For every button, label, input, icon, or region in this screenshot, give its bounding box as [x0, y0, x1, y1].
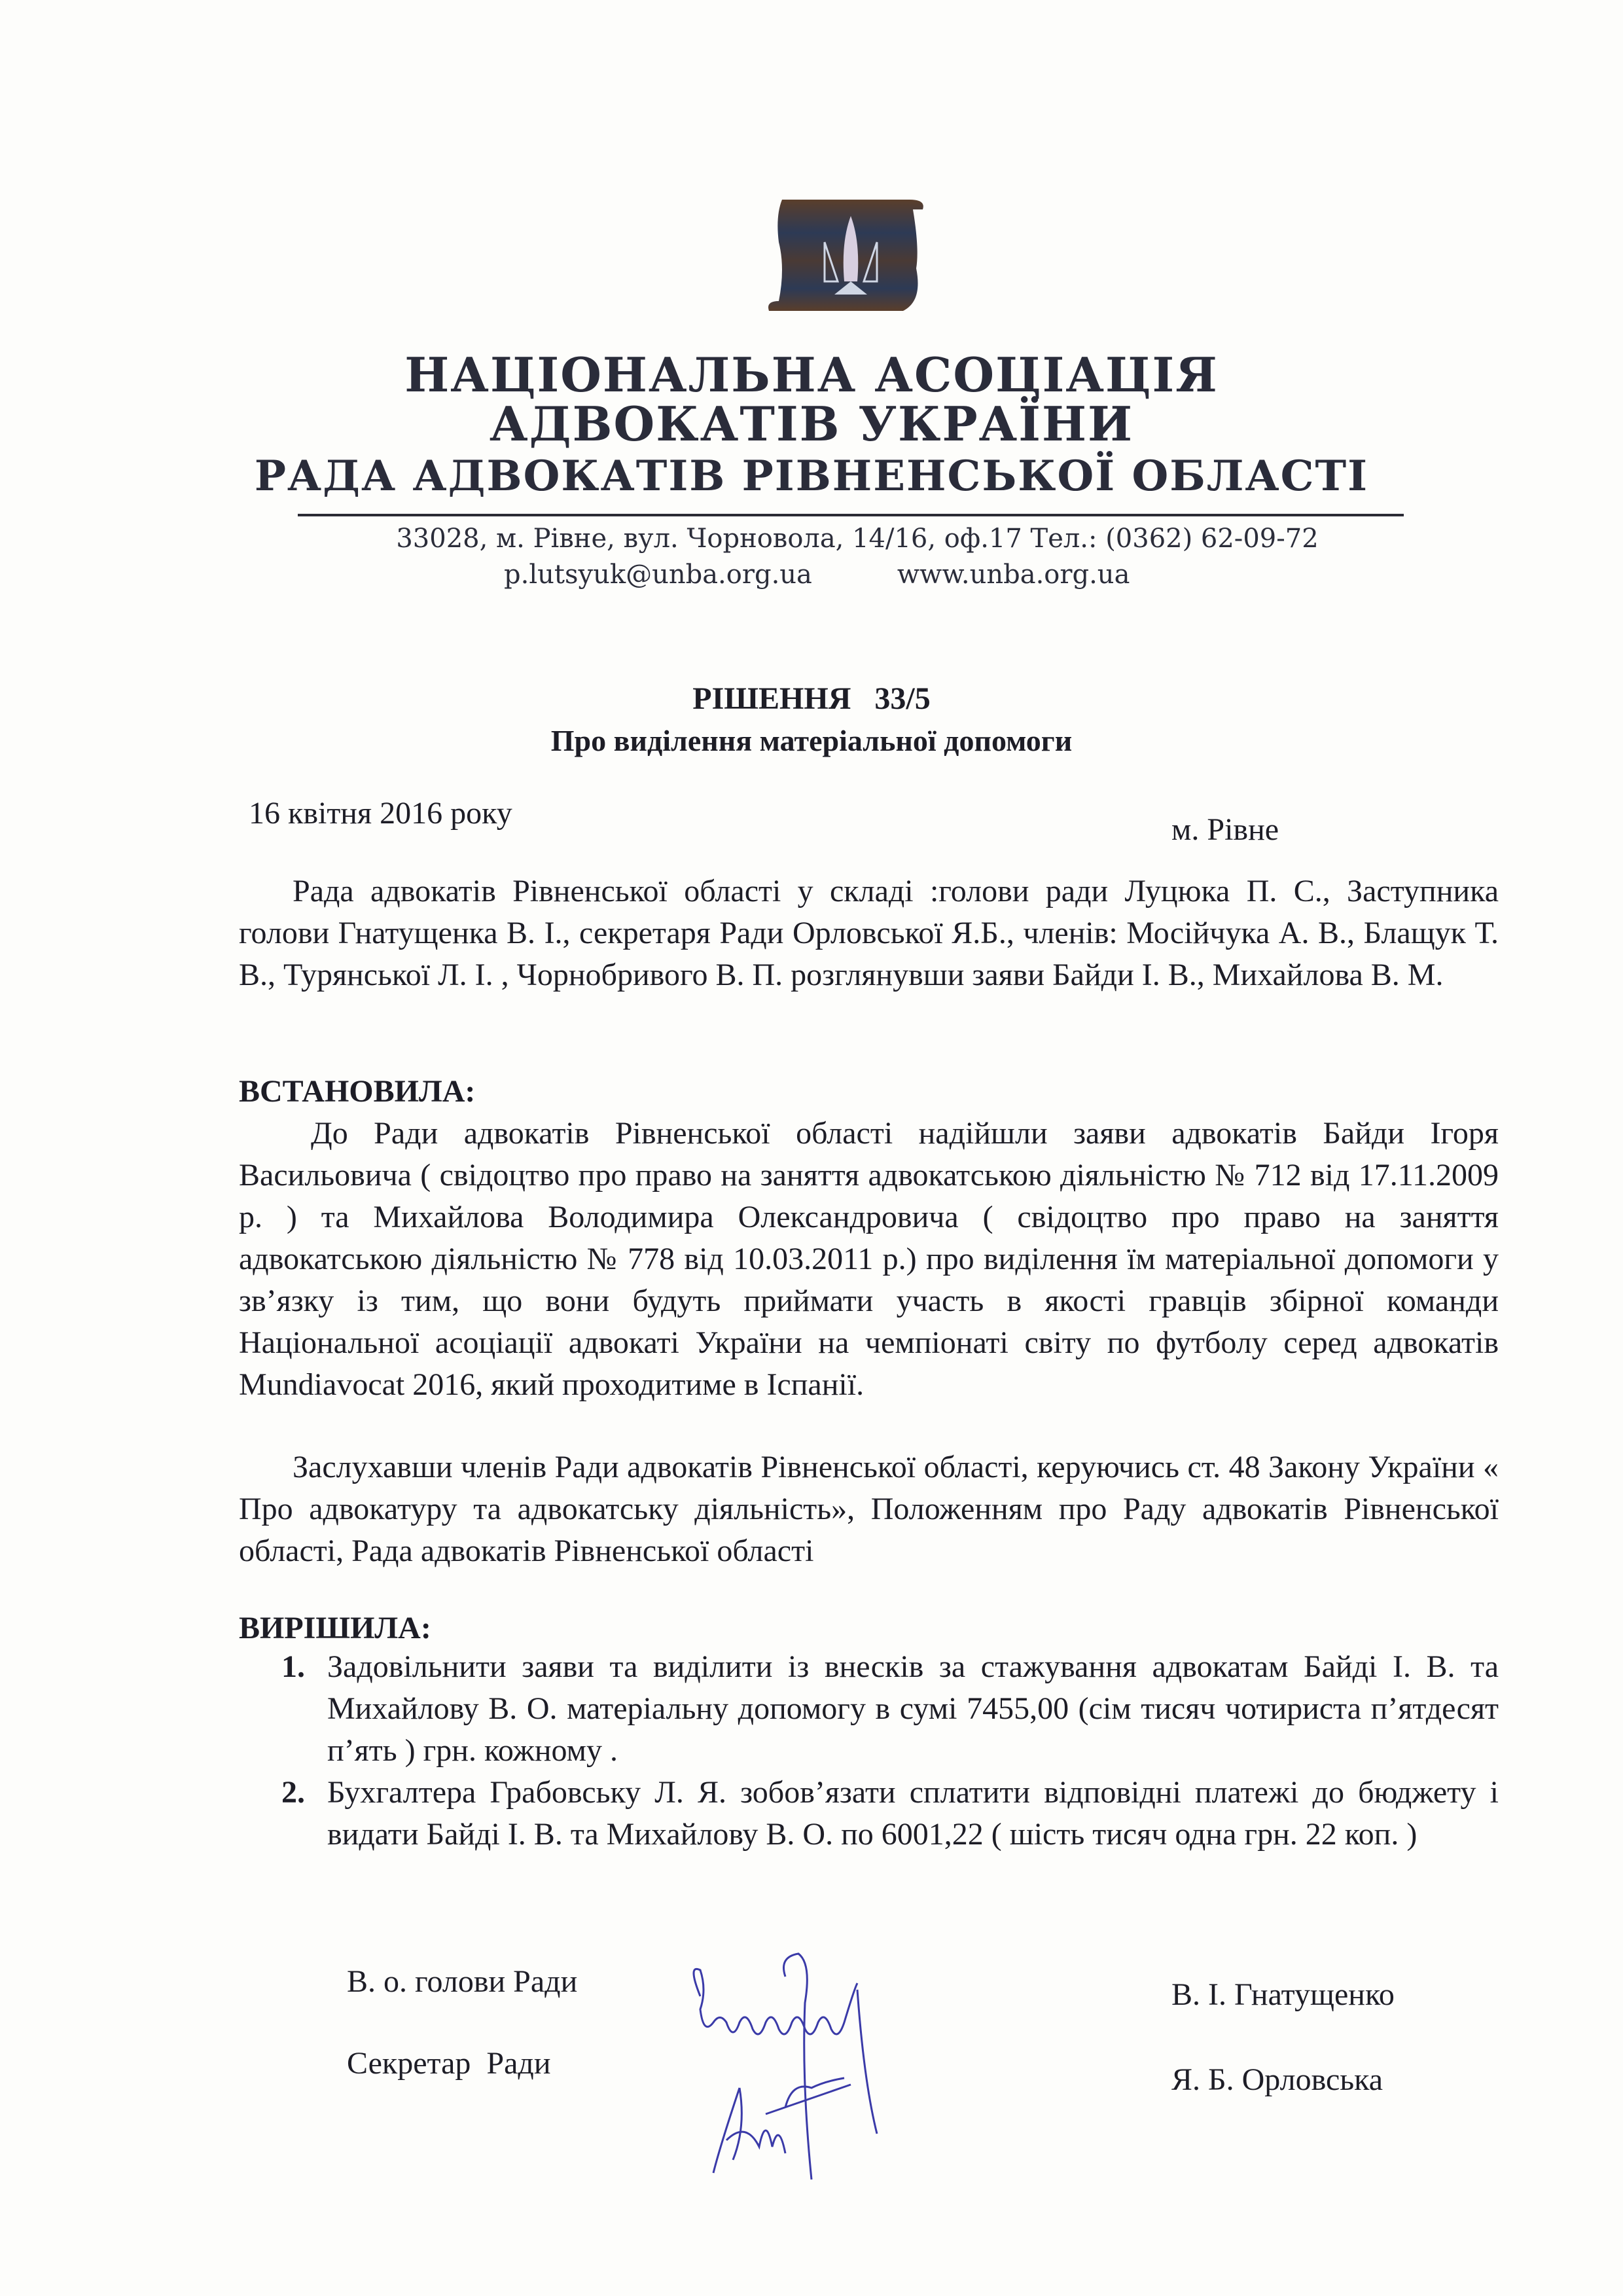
org-name-line2: АДВОКАТІВ УКРАЇНИ	[490, 396, 1133, 452]
decisions-list	[281, 1646, 1499, 1856]
decision-item	[281, 1646, 1499, 1772]
document-subtitle: Про виділення матеріальної допомоги	[550, 724, 1073, 757]
hearing-paragraph: Заслухавши членів Ради адвокатів Рівненської області, керуючись ст. 48 Закону України « Про адвокатуру та адвокатську діяльність», Положенням про Раду адвокатів Рівненської області, Рада адвокатів Рівненської області	[239, 1450, 1499, 1568]
header-address: 33028, м. Рівне, вул. Чорновола, 14/16, оф.17 Тел.: (0362) 62-09-72	[396, 524, 1319, 554]
established-paragraph: До Ради адвокатів Рівненської області надійшли заяви адвокатів Байди Ігоря Васильовича ( свідоцтво про право на заняття адвокатською діяльністю № 712 від 17.11.2009 р. ) та Михайлова Володимира Олександровича ( свідоцтво про право на заняття адвокатською діяльністю № 778 від 10.03.2011 р.) про виділення їм матеріальної допомоги у зв’язку із тим, що вони будуть приймати участь в якості гравців збірної команди Національної асоціації адвокаті України на чемпіонаті світу по футболу серед адвокатів Mundiavocat 2016, який проходитиме в Іспанії.	[239, 1116, 1499, 1402]
org-name-line3: РАДА АДВОКАТІВ РІВНЕНСЬКОЇ ОБЛАСТІ	[254, 452, 1369, 501]
document-title: РІШЕННЯ 33/5	[692, 681, 931, 716]
intro-paragraph: Рада адвокатів Рівненської області у складі :голови ради Луцюка П. С., Заступника голови Гнатущенка В. І., секретаря Ради Орловської Я.Б., членів: Мосійчука А. В., Блащук Т. В., Турянської Л. І. , Чорнобривого В. П. розглянувши заяви Байди І. В., Михайлова В. М.	[239, 874, 1499, 992]
decision-text: Задовільнити заяви та виділити із внесків за стажування адвокатам Байді І. В. та Михайлову В. О. матеріальну допомогу в сумі 7455,00 (сім тисяч чотириста п’ятдесят п’ять ) грн. кожному .	[327, 1649, 1499, 1768]
signatory-name: Я. Б. Орловська	[1171, 2062, 1383, 2097]
header-contacts	[504, 560, 1130, 590]
decision-text: Бухгалтера Грабовську Л. Я. зобов’язати сплатити відповідні платежі до бюджету і видати Байді І. В. та Михайлову В. О. по 6001,22 ( шість тисяч одна грн. 22 коп. )	[327, 1775, 1499, 1852]
decided-heading: ВИРІШИЛА:	[239, 1611, 431, 1645]
decision-item	[281, 1772, 1499, 1856]
signatory-role: Секретар Ради	[347, 2046, 551, 2081]
document-city: м. Рівне	[1171, 812, 1279, 847]
handwritten-signature-icon	[681, 1950, 1047, 2186]
header-email: p.lutsyuk@unba.org.ua	[504, 560, 812, 590]
established-heading: ВСТАНОВИЛА:	[239, 1074, 476, 1109]
header-website: www.unba.org.ua	[897, 560, 1130, 590]
decision-number: 1.	[281, 1649, 305, 1684]
signatory-name: В. І. Гнатущенко	[1171, 1977, 1395, 2012]
document-date: 16 квітня 2016 року	[249, 796, 512, 831]
header-divider	[298, 514, 1404, 516]
unba-logo-icon	[759, 190, 942, 321]
signatory-role: В. о. голови Ради	[347, 1964, 578, 1999]
decision-number: 2.	[281, 1775, 305, 1810]
org-name-line1: НАЦІОНАЛЬНА АСОЦІАЦІЯ	[404, 347, 1219, 403]
